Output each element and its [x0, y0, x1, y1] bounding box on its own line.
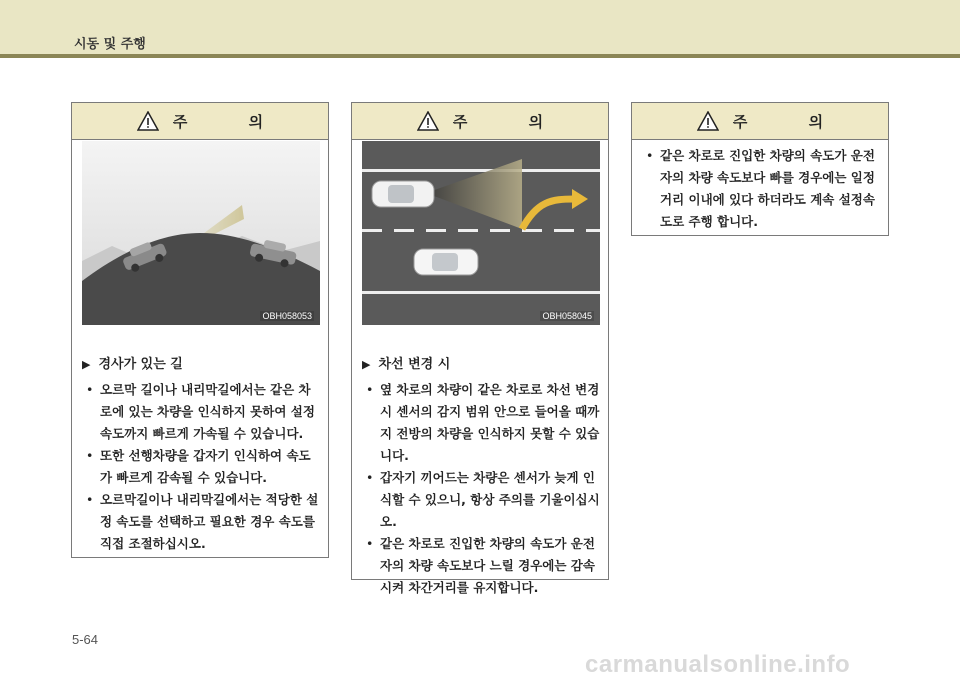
list-item: • 같은 차로로 진입한 차량의 속도가 운전자의 차량 속도보다 느릴 경우에는 감속시켜 차간거리를 유지합니다. — [366, 533, 602, 599]
warning-icon — [137, 111, 159, 131]
subhead — [362, 353, 450, 372]
list-item: • 오르막길이나 내리막길에서는 적당한 설정 속도를 선택하고 필요한 경우 속도를 직접 조절하십시오. — [86, 489, 322, 555]
list-item: • 오르막 길이나 내리막길에서는 같은 차로에 있는 차량을 인식하지 못하여 설정 속도까지 빠르게 가속될 수 있습니다. — [86, 379, 322, 445]
subhead — [82, 353, 183, 372]
subhead-text: 경사가 있는 길 — [98, 357, 183, 372]
caution-header — [352, 103, 608, 140]
hill-illustration — [82, 141, 320, 325]
figure-code: OBH058053 — [262, 311, 312, 321]
page-number: 5-64 — [72, 632, 99, 647]
warning-icon — [417, 111, 439, 131]
list-item: • 같은 차로로 진입한 차량의 속도가 운전자의 차량 속도보다 빠를 경우에는 일정 거리 이내에 있다 하더라도 계속 설정속도로 주행 합니다. — [646, 145, 882, 233]
caution-box-1 — [71, 102, 329, 558]
caution-title: 주 의 — [732, 112, 852, 131]
bullet-list — [86, 379, 322, 555]
caution-header — [72, 103, 328, 140]
page-header — [0, 0, 960, 54]
list-item: • 또한 선행차량을 갑자기 인식하여 속도가 빠르게 감속될 수 있습니다. — [86, 445, 322, 489]
lane-change-illustration — [362, 141, 600, 325]
header-rule — [0, 54, 960, 58]
triangle-bullet-icon: ▶ — [362, 358, 371, 371]
list-item: • 갑자기 끼어드는 차량은 센서가 늦게 인식할 수 있으니, 항상 주의를 기울이십시오. — [366, 467, 602, 533]
caution-title: 주 의 — [172, 112, 292, 131]
caution-box-3 — [631, 102, 889, 236]
caution-title: 주 의 — [452, 112, 572, 131]
bullet-list — [646, 145, 882, 233]
triangle-bullet-icon: ▶ — [82, 358, 91, 371]
list-item: • 옆 차로의 차량이 같은 차로로 차선 변경 시 센서의 감지 범위 안으로 들어올 때까지 전방의 차량을 인식하지 못할 수 있습니다. — [366, 379, 602, 467]
figure-code: OBH058045 — [542, 311, 592, 321]
caution-box-2 — [351, 102, 609, 595]
bullet-list — [366, 379, 602, 599]
subhead-text: 차선 변경 시 — [378, 357, 451, 372]
caution-header — [632, 103, 888, 140]
watermark: carmanualsonline.info — [585, 651, 851, 678]
warning-icon — [697, 111, 719, 131]
section-title: 시동 및 주행 — [74, 37, 146, 52]
